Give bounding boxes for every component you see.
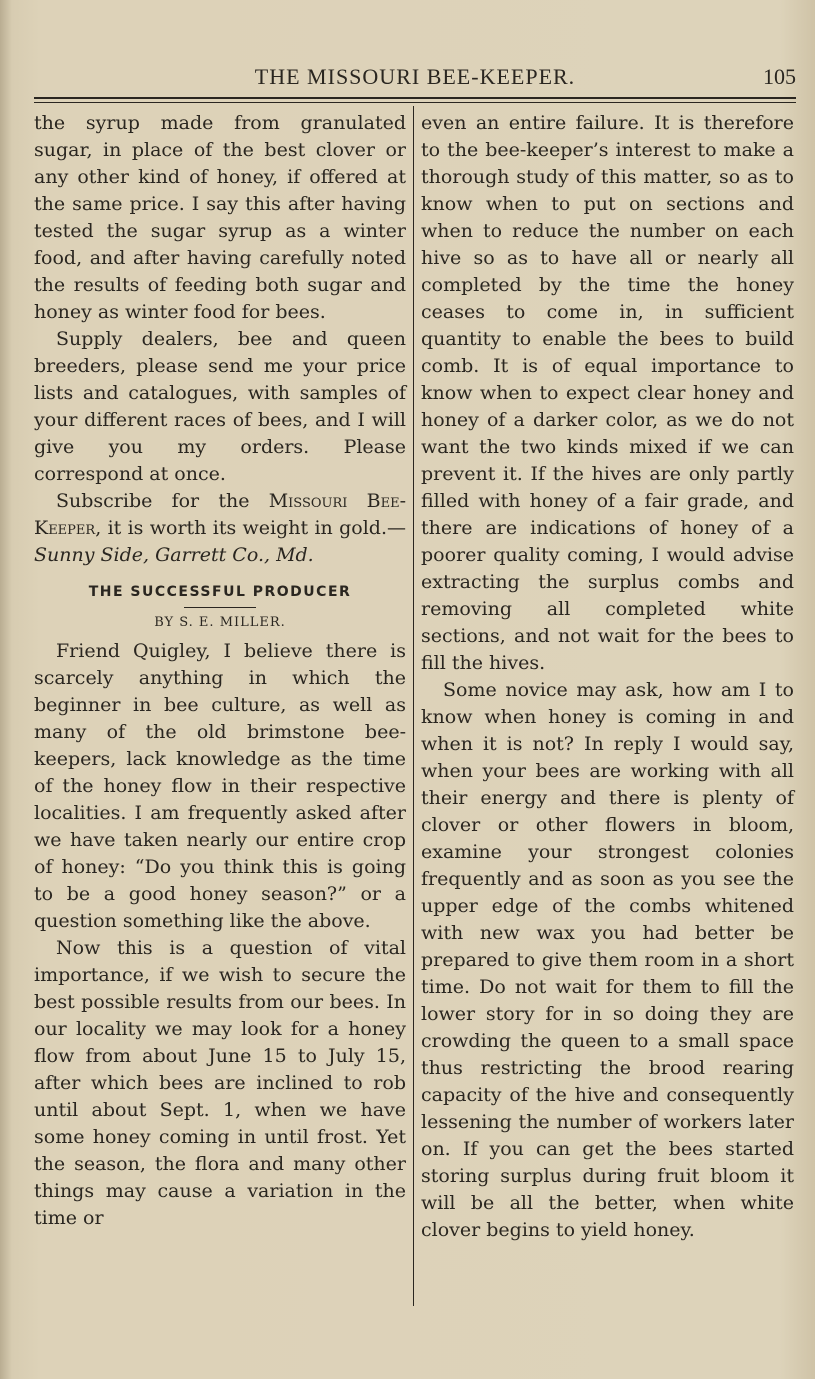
running-title: THE MISSOURI BEE-KEEPER. — [254, 64, 576, 89]
article-heading: THE SUCCESSFUL PRODUCER — [88, 584, 352, 600]
paragraph — [34, 488, 406, 569]
text-run: Subscribe for the — [56, 490, 269, 512]
header-rule-thin — [34, 102, 796, 103]
paragraph: even an entire failure. It is therefore to the bee-keeper’s interest to make a thorough study of this matter, so as to know when to put on sections and when to reduce the number on each hive so as to have all or nearly all completed by the time the honey ceases to come in, in sufficient quantity to enable the bees to build comb. It is of equal importance to know when to expect clear honey and honey of a darker color, as we do not want the two kinds mixed if we can prevent it. If the hives are only partly filled with honey of a fair grade, and there are indications of honey of a poorer quality coming, I would advise extracting the surplus combs and removing all completed white sections, and not wait for the bees to fill the hives. — [421, 112, 794, 674]
paragraph: Supply dealers, bee and queen breeders, please send me your price lists and catalogues, with samples of your different races of bees, and I will give you my orders. Please correspond at once. — [34, 328, 406, 485]
header-rule-thick — [34, 97, 796, 99]
paragraph: Now this is a question of vital importance, if we wish to secure the best possible results from our bees. In our locality we may look for a honey flow from about June 15 to July 15, after which bees are inclined to rob until about Sept. 1, when we have some honey coming in until frost. Yet the season, the flora and many other things may cause a variation in the time or — [34, 937, 406, 1229]
heading-rule — [184, 607, 256, 608]
paragraph: the syrup made from granulated sugar, in place of the best clover or any other kind of honey, if offered at the same price. I say this after having tested the sugar syrup as a winter food, and after having carefully noted the results of feeding both sugar and honey as winter food for bees. — [34, 112, 406, 323]
right-column — [421, 110, 794, 1244]
left-column — [34, 110, 406, 1232]
page-number: 105 — [763, 64, 796, 89]
running-head — [34, 64, 796, 98]
text-run: , it is worth its weight in gold.— — [95, 517, 406, 539]
publication-name: Missouri Bee-Keeper — [34, 490, 406, 539]
paragraph: Friend Quigley, I believe there is scarcely anything in which the beginner in bee culture, as well as many of the old brimstone bee-keepers, lack knowledge as the time of the honey flow in their respective localities. I am frequently asked after we have taken nearly our entire crop of honey: “Do you think this is going to be a good honey season?” or a question something like the above. — [34, 640, 406, 932]
signature: Sunny Side, Garrett Co., Md. — [34, 544, 314, 566]
column-divider — [413, 106, 414, 1306]
paragraph: Some novice may ask, how am I to know when honey is coming in and when it is not? In reply I would say, when your bees are working with all their energy and there is plenty of clover or other flowers in bloom, examine your strongest colonies frequently and as soon as you see the upper edge of the combs whitened with new wax you had better be prepared to give them room in a short time. Do not wait for them to fill the lower story for in so doing they are crowding the queen to a small space thus restricting the brood rearing capacity of the hive and consequently lessening the number of workers later on. If you can get the bees started storing surplus during fruit bloom it will be all the better, when white clover begins to yield honey. — [421, 679, 794, 1241]
byline: BY S. E. MILLER. — [154, 615, 286, 630]
